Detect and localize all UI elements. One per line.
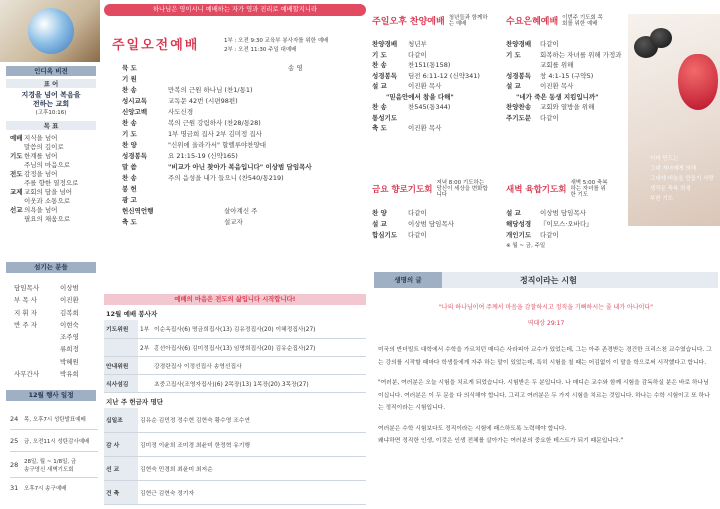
evening-row: 성경봉독 딤전 6:11-12 (신약341) (372, 71, 480, 80)
dawn-title: 새벽 육합기도회 (506, 185, 567, 195)
photo-caption: 이미 만드는 그대 자녀에게 의해 그대에 비늘을 만들기 사랑 생각은 축복 희생 부한 기도 (650, 156, 714, 202)
evening-row: 찬양경배 청년부 (372, 40, 427, 48)
order-row: 찬 송 복의 근원 강림하사 (찬28/통28) (122, 119, 261, 127)
order-row: 축 도 설교자 (122, 218, 243, 226)
goal-item: 기도 한계를 넘어 주님의 마음으로 (10, 152, 71, 169)
essay-paragraph: 여러분은 수학 시험보다도 정직이라는 시험에 패스하도록 노력해야 합니다. (378, 425, 567, 432)
order-row: 찬 양 "신위에 올라가서" 할렐루야찬양대 (122, 141, 267, 149)
table-row: 기도위원 1부 이순옥집사(6) 명금희집사(13) 김유정집사(20) 이혜정집사(27) (104, 320, 366, 338)
friday-row: 설 교 이상범 담임목사 (372, 220, 455, 228)
table-row: 선 교 김현숙 민경희 최윤미 최저순 (104, 456, 366, 480)
wednesday-service (506, 14, 624, 123)
evening-sub: 청년들과 함께하는 예배 (448, 14, 488, 27)
table-row: 건 축 김현근 김현숙 정기자 (104, 480, 366, 504)
schedule-header: 12월 행사 일정 (6, 390, 96, 401)
servant-row: 지 휘 자 김복희 (14, 308, 79, 317)
friday-prayer (372, 180, 498, 241)
essay-ref: 역대상 29:17 (527, 320, 565, 327)
service-time-2: 2부 : 오전 11:30 주일 대예배 (224, 47, 297, 53)
essay-label: 생명의 글 (374, 272, 442, 288)
dawn-note: ※ 월 ~ 금, 주일 (506, 243, 546, 249)
wednesday-row: 주기도문 다같이 (506, 113, 559, 122)
evening-row: 축 도 이진환 목사 (372, 124, 442, 132)
evening-row: 기 도 다같이 (372, 50, 427, 59)
order-row: 찬 송 주의 음성을 내가 들으니 (찬540/통219) (122, 174, 284, 182)
order-list (104, 62, 366, 227)
goals-label: 목 표 (6, 121, 96, 130)
table-row: 십일조 김유순 김민정 정수현 김현숙 황수영 조수연 (104, 408, 366, 432)
schedule-item: 31 오후7시 송구예배 (10, 484, 67, 492)
service-title: 주일오전예배 (112, 38, 200, 53)
order-row: 찬 송 만복의 근원 하나님 (찬1/통1) (122, 86, 253, 94)
table-row: 2부 홍선아집사(6) 김미정집사(13) 임명희집사(20) 김유순집사(27) (104, 338, 366, 356)
table-row: 식사섬김 초중고집사(조영자집사)(6) 2목장(13) 1목장(20) 3목장(27) (104, 374, 366, 392)
blackberry-icon (650, 28, 672, 48)
strawberry-icon (678, 54, 718, 110)
evening-row: 설 교 이진환 목사 (372, 82, 442, 90)
wednesday-title: 수요은혜예배 (506, 17, 559, 27)
goal-item: 교제 교회의 담을 넘어 이웃과 소통으로 (10, 188, 73, 205)
servant-row: 담임목사 이상범 (14, 284, 79, 292)
goals-list (10, 133, 96, 223)
servant-row: 조주영 (60, 333, 79, 342)
table-row: 감 사 김미정 이윤희 조미경 최윤미 한정혁 유기행 (104, 432, 366, 456)
order-row: 광 고 (122, 196, 137, 204)
essay-title: 정직이라는 시험 (520, 275, 577, 285)
berries-photo (628, 14, 720, 226)
order-row: 기 도 1부 명금희 집사 2부 김미정 집사 (122, 130, 262, 138)
goal-item: 예배 지식을 넘어 말씀의 깊이로 (10, 134, 64, 151)
dawn-row: 해당성경 『이모스·오바다』 (506, 220, 593, 228)
servants-list (14, 282, 94, 380)
order-row: 말 씀 "비교가 아닌 찾아가 복음입니다" 이상범 담임목사 (122, 163, 312, 171)
servant-row: 사무간사 박유희 (14, 370, 79, 379)
service-time-1: 1부 : 오전 9:30 교육부 봉사자를 위한 예배 (224, 38, 329, 44)
schedule-list (10, 408, 98, 498)
volunteers-table (104, 320, 366, 393)
pyo-label: 표 어 (6, 79, 96, 88)
wednesday-row: 찬양찬송 교회와 열방을 위해 (506, 103, 595, 111)
right-column (372, 0, 720, 509)
dawn-row: 설 교 이상범 담임목사 (506, 209, 587, 217)
dawn-row: 개인기도 다같이 (506, 231, 559, 239)
schedule-item: 28 28일, 월 ~ 1/8일, 금 송구영신 새벽기도회 (10, 452, 98, 478)
wednesday-row: 기 도 회복하는 자녀를 위해 가정과 교회를 위해 (506, 50, 622, 69)
essay-header (374, 272, 718, 288)
order-row: 신앙고백 사도신경 (122, 108, 194, 116)
evening-service (372, 14, 498, 134)
wednesday-row: 설 교 이진환 목사 (506, 82, 574, 90)
pyo-line2: 전하는 교회 (32, 100, 70, 108)
globe-hands-image (0, 0, 100, 62)
order-row: 성경봉독 요 21:15-19 (신약165) (122, 152, 238, 160)
essay-body (378, 344, 714, 448)
center-column (104, 0, 366, 509)
servant-row: 부 목 사 이진환 (14, 296, 79, 305)
order-row: 봉 헌 (122, 185, 137, 193)
pink-banner: 예배의 마음은 전도의 삶입니다 시작합니다! (104, 294, 366, 305)
dawn-sub: 새벽 5:00 축복하는 자녀를 위한 기도 (570, 180, 608, 198)
table-row: 안내위원 강경란집사 이정선집사 송영선집사 (104, 356, 366, 374)
evening-title: 주일오후 찬양예배 (372, 17, 445, 27)
essay-paragraph: "여러분, 여러분은 오늘 시험을 치르게 되었습니다. 시험받은 두 분입니다. 나 매디슨 교수와 함께 시험을 감독하실 분은 바로 하나님이십니다. 여러분은 이 두 문을 다 의식해야 합니다. 그리고 여러분은 두 가지 시험을 치르는 것입니다. 하나는 수학 시험이고 또 하나는 정직이라는 시험입니다. (378, 380, 710, 411)
friday-sub: 저녁 8:00 기도하는 당신이 세상을 변화합니다 (436, 180, 488, 198)
servant-row: 류희정 (60, 345, 79, 354)
dawn-prayer (506, 180, 624, 252)
servants-header: 섬기는 분들 (6, 262, 96, 273)
friday-row: 합심기도 다같이 (372, 231, 427, 239)
service-volunteers-title: 12월 예배 봉사자 (106, 310, 158, 318)
wednesday-row: "네가 죽은 동생 지킴입니까" (516, 92, 599, 101)
globe-icon (28, 8, 74, 54)
order-row: 헌신역언행 살아계신 주 (122, 207, 258, 215)
left-column (0, 0, 100, 509)
wednesday-row: 찬양경배 다같이 (506, 40, 559, 48)
order-row: 묵 도 송 영 (122, 64, 303, 72)
pyo-line1: 지경을 넘어 복음을 (21, 91, 81, 99)
pyo-ref: (고후10:16) (35, 110, 67, 116)
friday-title: 금요 향로기도회 (372, 185, 433, 195)
servant-row: 반 주 자 이현숙 (14, 320, 79, 329)
vision-header: 인디옥 비전 (6, 66, 96, 76)
wednesday-sub: 이번주 기도회 목회를 위한 예배 (562, 14, 603, 27)
offering-title: 지난 주 헌금자 명단 (106, 398, 164, 406)
schedule-item: 24 목, 오후7시 성탄발표예배 (10, 408, 98, 430)
essay-paragraph: 미국의 반더빌트 대학에서 수학을 가르치던 매디슨 사라피아 교수가 있었는데, 그는 아주 존경받는 경건한 크리스천 교수였습니다. 그는 강의를 시작할 때마다 학생들에게 자주 하는 말이 있었는데, 특히 시험을 칠 때는 어김없이 이 말을 학으로써 시작했다고 합니다. (378, 347, 712, 366)
friday-row: 찬 양 다같이 (372, 209, 427, 217)
essay-quote: "나의 하나님이여 주께서 마음을 감찰하시고 정직을 기뻐하시는 줄 내가 아나이다" (439, 304, 653, 311)
wednesday-row: 성경봉독 창 4:1-15 (구약5) (506, 71, 594, 80)
goal-item: 전도 감정을 넘어 주를 향한 열정으로 (10, 170, 79, 187)
evening-row: 찬 송 찬545(통344) (372, 103, 451, 111)
evening-row: "믿음안에서 참을 다해" (386, 92, 454, 101)
top-banner: 하나님은 영이시니 예배하는 자가 영과 진리로 예배할지니라 (104, 4, 366, 16)
offering-table (104, 408, 366, 505)
goal-item: 선교 의욕을 넘어 필요의 채움으로 (10, 206, 71, 223)
essay-paragraph: 왜냐하면 정직한 인생, 이것은 인생 전체를 살아가는 여러분의 중요한 테스트가 되기 때문입니다." (378, 438, 624, 444)
evening-row: 통성기도 (372, 113, 398, 122)
servant-row: 박혜원 (60, 357, 79, 366)
order-row: 기 원 (122, 75, 137, 83)
order-row: 성시교독 교독문 42번 (시편98편) (122, 97, 238, 105)
evening-row: 찬 송 찬151(통158) (372, 61, 451, 69)
schedule-item: 25 금, 오전11시 성탄감사예배 (10, 430, 98, 452)
